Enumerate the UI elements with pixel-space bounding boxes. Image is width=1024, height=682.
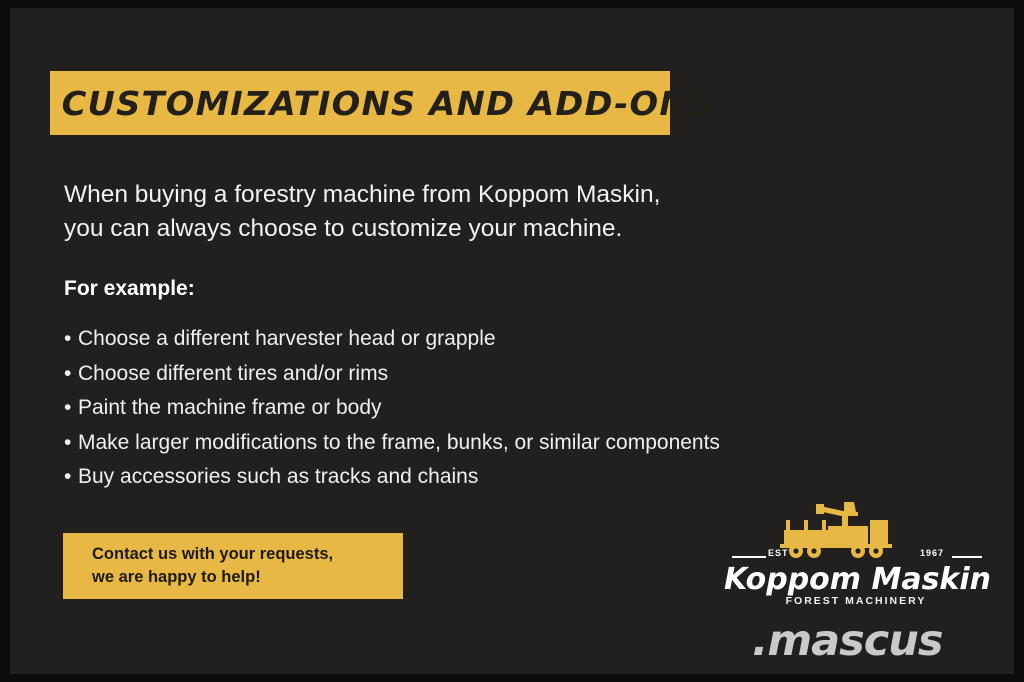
bullet-marker: • — [64, 430, 72, 454]
list-item — [64, 460, 924, 495]
logo-est-year: 1967 — [920, 548, 945, 558]
for-example-label: For example: — [64, 277, 195, 300]
forestry-crane-truck-icon — [724, 500, 988, 560]
list-item-label: Buy accessories such as tracks and chains — [78, 465, 479, 488]
intro-line-2: you can always choose to customize your machine. — [64, 215, 623, 242]
list-item-label: Paint the machine frame or body — [78, 396, 382, 419]
slide-edge-top — [0, 0, 1024, 8]
slide-edge-left — [0, 0, 10, 682]
bullet-list — [64, 322, 924, 495]
list-item — [64, 426, 924, 461]
bullet-marker: • — [64, 396, 72, 419]
list-item-label: Choose a different harvester head or grapple — [78, 327, 496, 350]
bullet-marker: • — [64, 465, 72, 488]
list-item — [64, 391, 924, 426]
list-item-label: Make larger modifications to the frame, bunks, or similar components — [78, 430, 720, 454]
bullet-marker: • — [64, 327, 72, 350]
koppom-maskin-logo — [724, 500, 992, 612]
logo-name: Koppom Maskin — [724, 562, 992, 597]
logo-rule-left — [732, 556, 766, 558]
contact-line-2: we are happy to help! — [92, 568, 261, 586]
page-title: CUSTOMIZATIONS AND ADD-ONS — [61, 83, 715, 123]
list-item — [64, 322, 924, 357]
title-banner — [50, 71, 715, 135]
contact-callout[interactable] — [63, 533, 403, 599]
slide-edge-bottom — [0, 674, 1024, 682]
list-item-label: Choose different tires and/or rims — [78, 361, 389, 385]
logo-subtitle: FOREST MACHINERY — [785, 595, 927, 607]
mascus-watermark: .mascus — [752, 616, 943, 666]
intro-line-1: When buying a forestry machine from Koppom Maskin, — [64, 181, 661, 208]
list-item — [64, 357, 924, 392]
bullet-marker: • — [64, 361, 72, 385]
logo-est-label: EST — [768, 548, 789, 558]
logo-rule-right — [952, 556, 982, 558]
intro-paragraph — [64, 178, 804, 246]
contact-line-1: Contact us with your requests, — [92, 545, 334, 563]
slide-edge-right — [1014, 0, 1024, 682]
